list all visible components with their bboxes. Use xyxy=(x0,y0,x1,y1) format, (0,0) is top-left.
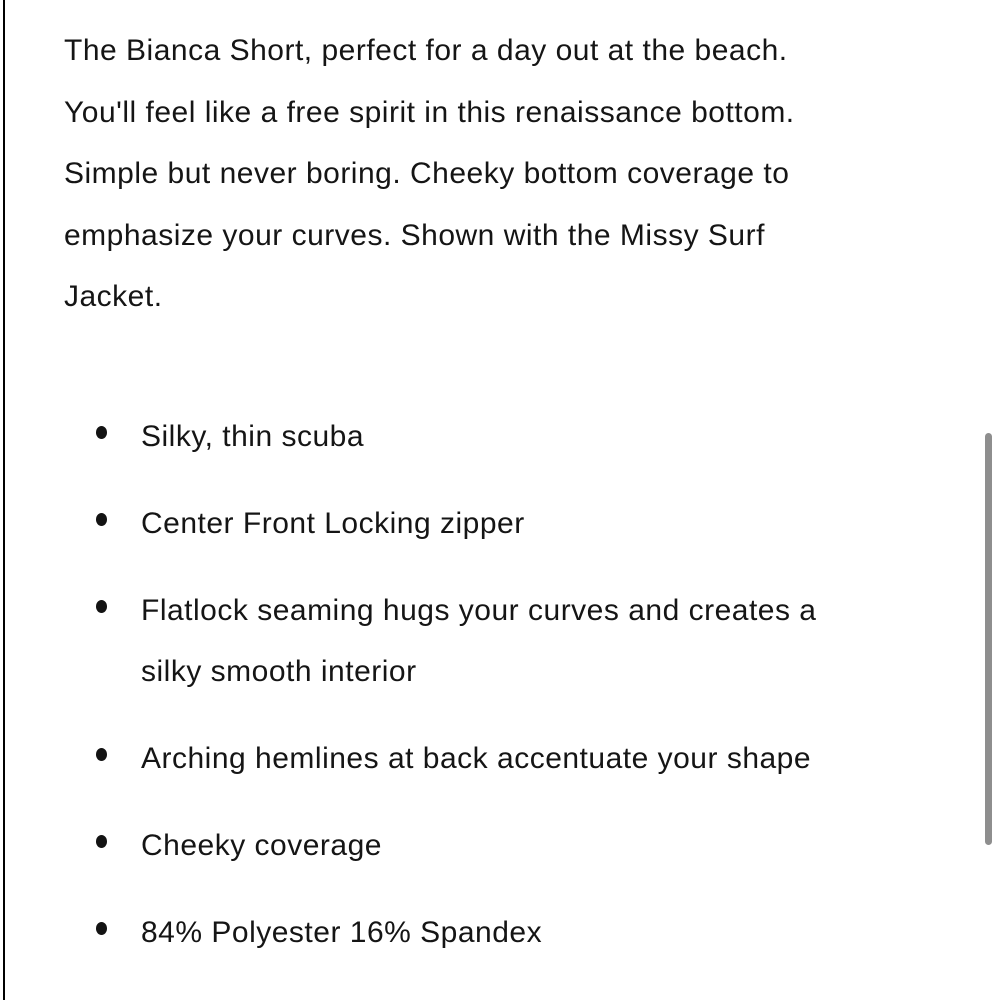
feature-item xyxy=(64,580,924,703)
feature-text: Center Front Locking zipper xyxy=(141,506,525,540)
bullet-icon xyxy=(96,748,107,761)
bullet-icon xyxy=(96,513,107,526)
feature-text: Arching hemlines at back accentuate your shape xyxy=(141,742,812,775)
bullet-icon xyxy=(96,600,107,613)
bullet-icon xyxy=(96,426,107,439)
feature-text: 84% Polyester 16% Spandex xyxy=(141,916,543,949)
feature-item xyxy=(64,902,924,964)
feature-item xyxy=(64,728,924,790)
description-line: emphasize your curves. Shown with the Missy Surf xyxy=(64,218,765,252)
feature-text: silky smooth interior xyxy=(141,655,417,688)
bullet-icon xyxy=(96,922,107,935)
description-line: The Bianca Short, perfect for a day out at the beach. xyxy=(64,34,788,67)
left-edge-divider xyxy=(3,0,5,1000)
description-line: Jacket. xyxy=(64,280,163,313)
description-line: Simple but never boring. Cheeky bottom coverage to xyxy=(64,157,790,190)
feature-text: Silky, thin scuba xyxy=(141,419,365,453)
scrollbar-thumb[interactable] xyxy=(985,433,992,845)
feature-item xyxy=(64,815,924,877)
description-section xyxy=(64,20,924,964)
feature-item xyxy=(64,493,924,555)
bullet-icon xyxy=(96,835,107,848)
feature-text: Flatlock seaming hugs your curves and creates a xyxy=(141,593,817,627)
feature-list xyxy=(64,406,924,964)
product-description xyxy=(64,20,924,328)
feature-item xyxy=(64,406,924,468)
feature-text: Cheeky coverage xyxy=(141,829,382,862)
description-line: You'll feel like a free spirit in this renaissance bottom. xyxy=(64,95,795,129)
